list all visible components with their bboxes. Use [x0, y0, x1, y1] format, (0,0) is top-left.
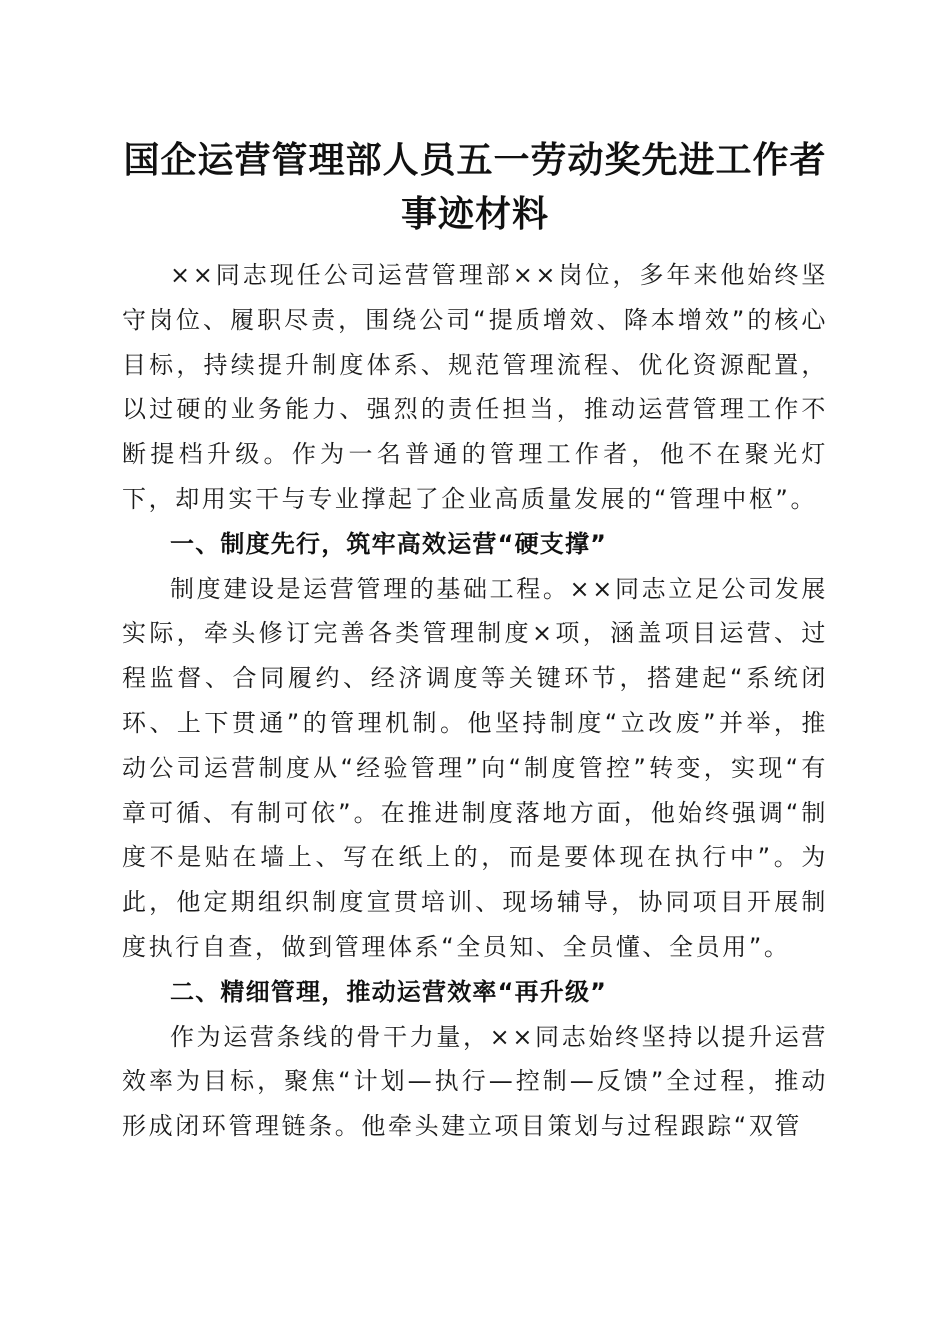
section-2-heading: 二、精细管理，推动运营效率“再升级” [170, 977, 608, 1006]
document-body [122, 253, 828, 1149]
section-1-heading: 一、制度先行，筑牢高效运营“硬支撑” [170, 529, 608, 558]
document-title: 国企运营管理部人员五一劳动奖先进工作者事迹材料 [123, 139, 827, 235]
intro-paragraph: ××同志现任公司运营管理部××岗位，多年来他始终坚守岗位、履职尽责，围绕公司“提质增效、降本增效”的核心目标，持续提升制度体系、规范管理流程、优化资源配置，以过硬的业务能力、强烈的责任担当，推动运营管理工作不断提档升级。作为一名普通的管理工作者，他不在聚光灯下，却用实干与专业撑起了企业高质量发展的“管理中枢”。 [122, 261, 828, 513]
section-1-paragraph: 制度建设是运营管理的基础工程。××同志立足公司发展实际，牵头修订完善各类管理制度×项，涵盖项目运营、过程监督、合同履约、经济调度等关键环节，搭建起“系统闭环、上下贯通”的管理机制。他坚持制度“立改废”并举，推动公司运营制度从“经验管理”向“制度管控”转变，实现“有章可循、有制可依”。在推进制度落地方面，他始终强调“制度不是贴在墙上、写在纸上的，而是要体现在执行中”。为此，他定期组织制度宣贯培训、现场辅导，协同项目开展制度执行自查，做到管理体系“全员知、全员懂、全员用”。 [122, 574, 828, 961]
section-2-paragraph: 作为运营条线的骨干力量，××同志始终坚持以提升运营效率为目标，聚焦“计划—执行—控制—反馈”全过程，推动形成闭环管理链条。他牵头建立项目策划与过程跟踪“双管 [122, 1022, 828, 1141]
